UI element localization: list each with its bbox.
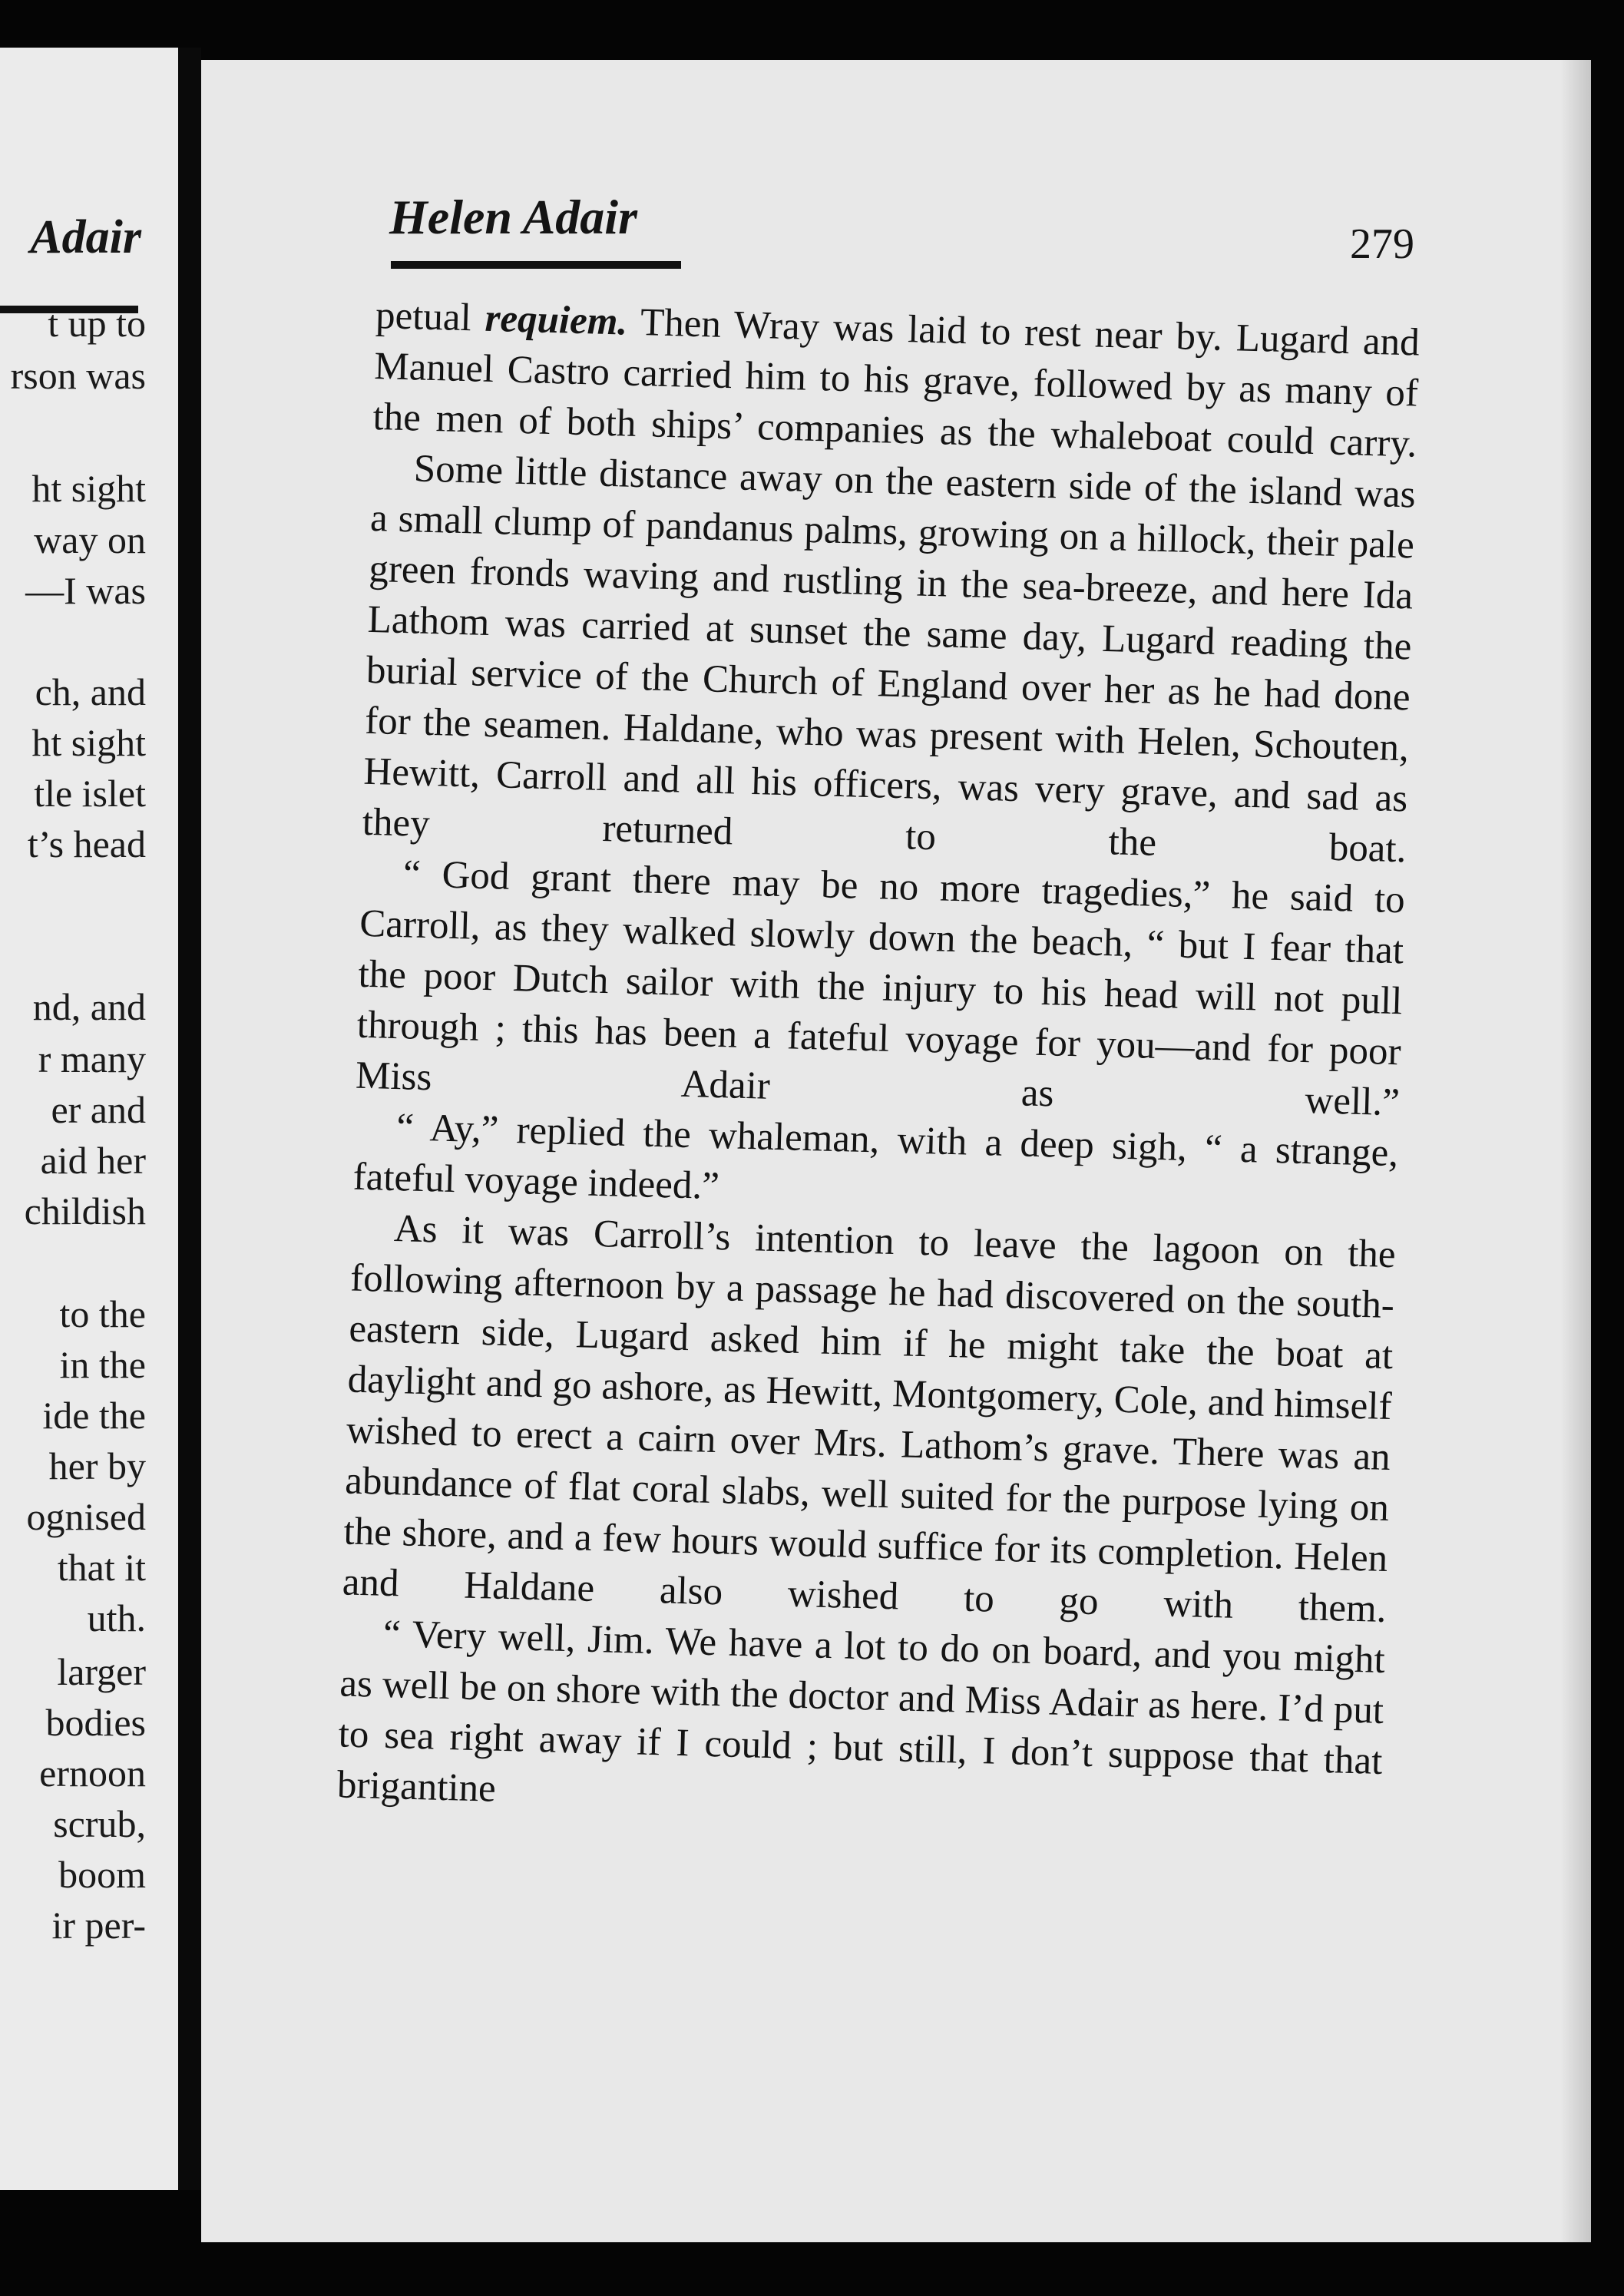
left-text-line: ide the <box>42 1394 146 1437</box>
left-text-line: bodies <box>45 1701 146 1744</box>
left-text-line: ht sight <box>31 467 146 510</box>
page-number: 279 <box>1350 220 1414 268</box>
page-gutter <box>178 48 201 2190</box>
left-text-line: nd, and <box>32 985 146 1028</box>
paragraph: “ Very well, Jim. We have a lot to do on board, and you might as well be on shore with the doctor and Miss Adair as here. I’d put to sea right away if I could ; but still, I don’t suppose that that brigantine <box>336 1612 1386 1811</box>
left-text-line: uth. <box>87 1596 146 1639</box>
left-text-line: ch, and <box>35 670 146 713</box>
paragraph: “ Ay,” replied the whaleman, with a deep sigh, “ a strange, fateful voyage indeed.” <box>352 1106 1399 1209</box>
paragraph: “ God grant there may be no more tragedies,” he said to Carroll, as they walked slowly down the beach, “ but I fear that the poor Dutch sailor with the injury to his head will not pull through ; this has been a fateful voyage for you—and for poor Miss Adair as well.” <box>355 852 1406 1125</box>
left-text-line: r many <box>38 1037 146 1080</box>
left-text-line: ernoon <box>39 1752 146 1795</box>
left-text-line: in the <box>59 1343 146 1386</box>
left-text-line: larger <box>57 1650 146 1693</box>
running-title: Helen Adair <box>389 190 637 244</box>
left-text-line: ht sight <box>31 721 146 764</box>
left-text-line: her by <box>48 1444 146 1487</box>
left-text-line: that it <box>57 1546 146 1589</box>
left-page <box>0 48 178 2190</box>
left-text-line: t up to <box>48 302 146 345</box>
page-header <box>389 189 1414 281</box>
paragraph: Some little distance away on the eastern side of the island was a small clump of pandanus palms, growing on a hillock, their pale green fronds waving and rustling in the sea-breeze, and here Ida Lathom was carried at sunset the same day, Lugard reading the burial service of the Church of England over her as he had done for the seamen. Haldane, who was present with Helen, Schouten, Hewitt, Carroll and all his officers, was very grave, and sad as they returned to the boat. <box>362 447 1417 872</box>
paragraph: petual requiem. Then Wray was laid to rest near by. Lugard and Manuel Castro carried him to his grave, followed by as many of the men of both ships’ companies as the whaleboat could carry. <box>372 293 1421 466</box>
title-rule <box>391 261 681 269</box>
left-running-title: Adair <box>30 211 141 263</box>
body-text <box>336 290 1420 1838</box>
left-text-line: childish <box>24 1189 146 1232</box>
italic-word: requiem. <box>484 296 628 344</box>
left-text-line: tle islet <box>34 772 146 815</box>
left-text-line: scrub, <box>53 1802 146 1845</box>
paragraph: As it was Carroll’s intention to leave the lagoon on the following afternoon by a passage he had discovered on the south-eastern side, Lugard asked him if he might take the boat at daylight and go ashore, as Hewitt, Montgomery, Cole, and himself wished to erect a cairn over Mrs. Lathom’s grave. There was an abundance of flat coral slabs, well suited for the purpose lying on the shore, and a few hours would suffice for its completion. Helen and Haldane also wished to go with them. <box>342 1207 1397 1632</box>
left-text-line: t’s head <box>27 822 146 865</box>
left-text-line: ognised <box>26 1495 146 1538</box>
left-text-line: boom <box>58 1853 146 1896</box>
left-text-line: way on <box>34 518 146 561</box>
left-text-line: rson was <box>10 354 146 397</box>
left-text-line: er and <box>51 1088 146 1131</box>
right-page <box>201 60 1591 2242</box>
left-text-line: aid her <box>40 1139 146 1182</box>
left-text-line: ir per- <box>51 1904 146 1947</box>
left-text-line: —I was <box>25 569 146 612</box>
left-text-line: to the <box>59 1292 146 1335</box>
page-shadow <box>1560 60 1591 2242</box>
